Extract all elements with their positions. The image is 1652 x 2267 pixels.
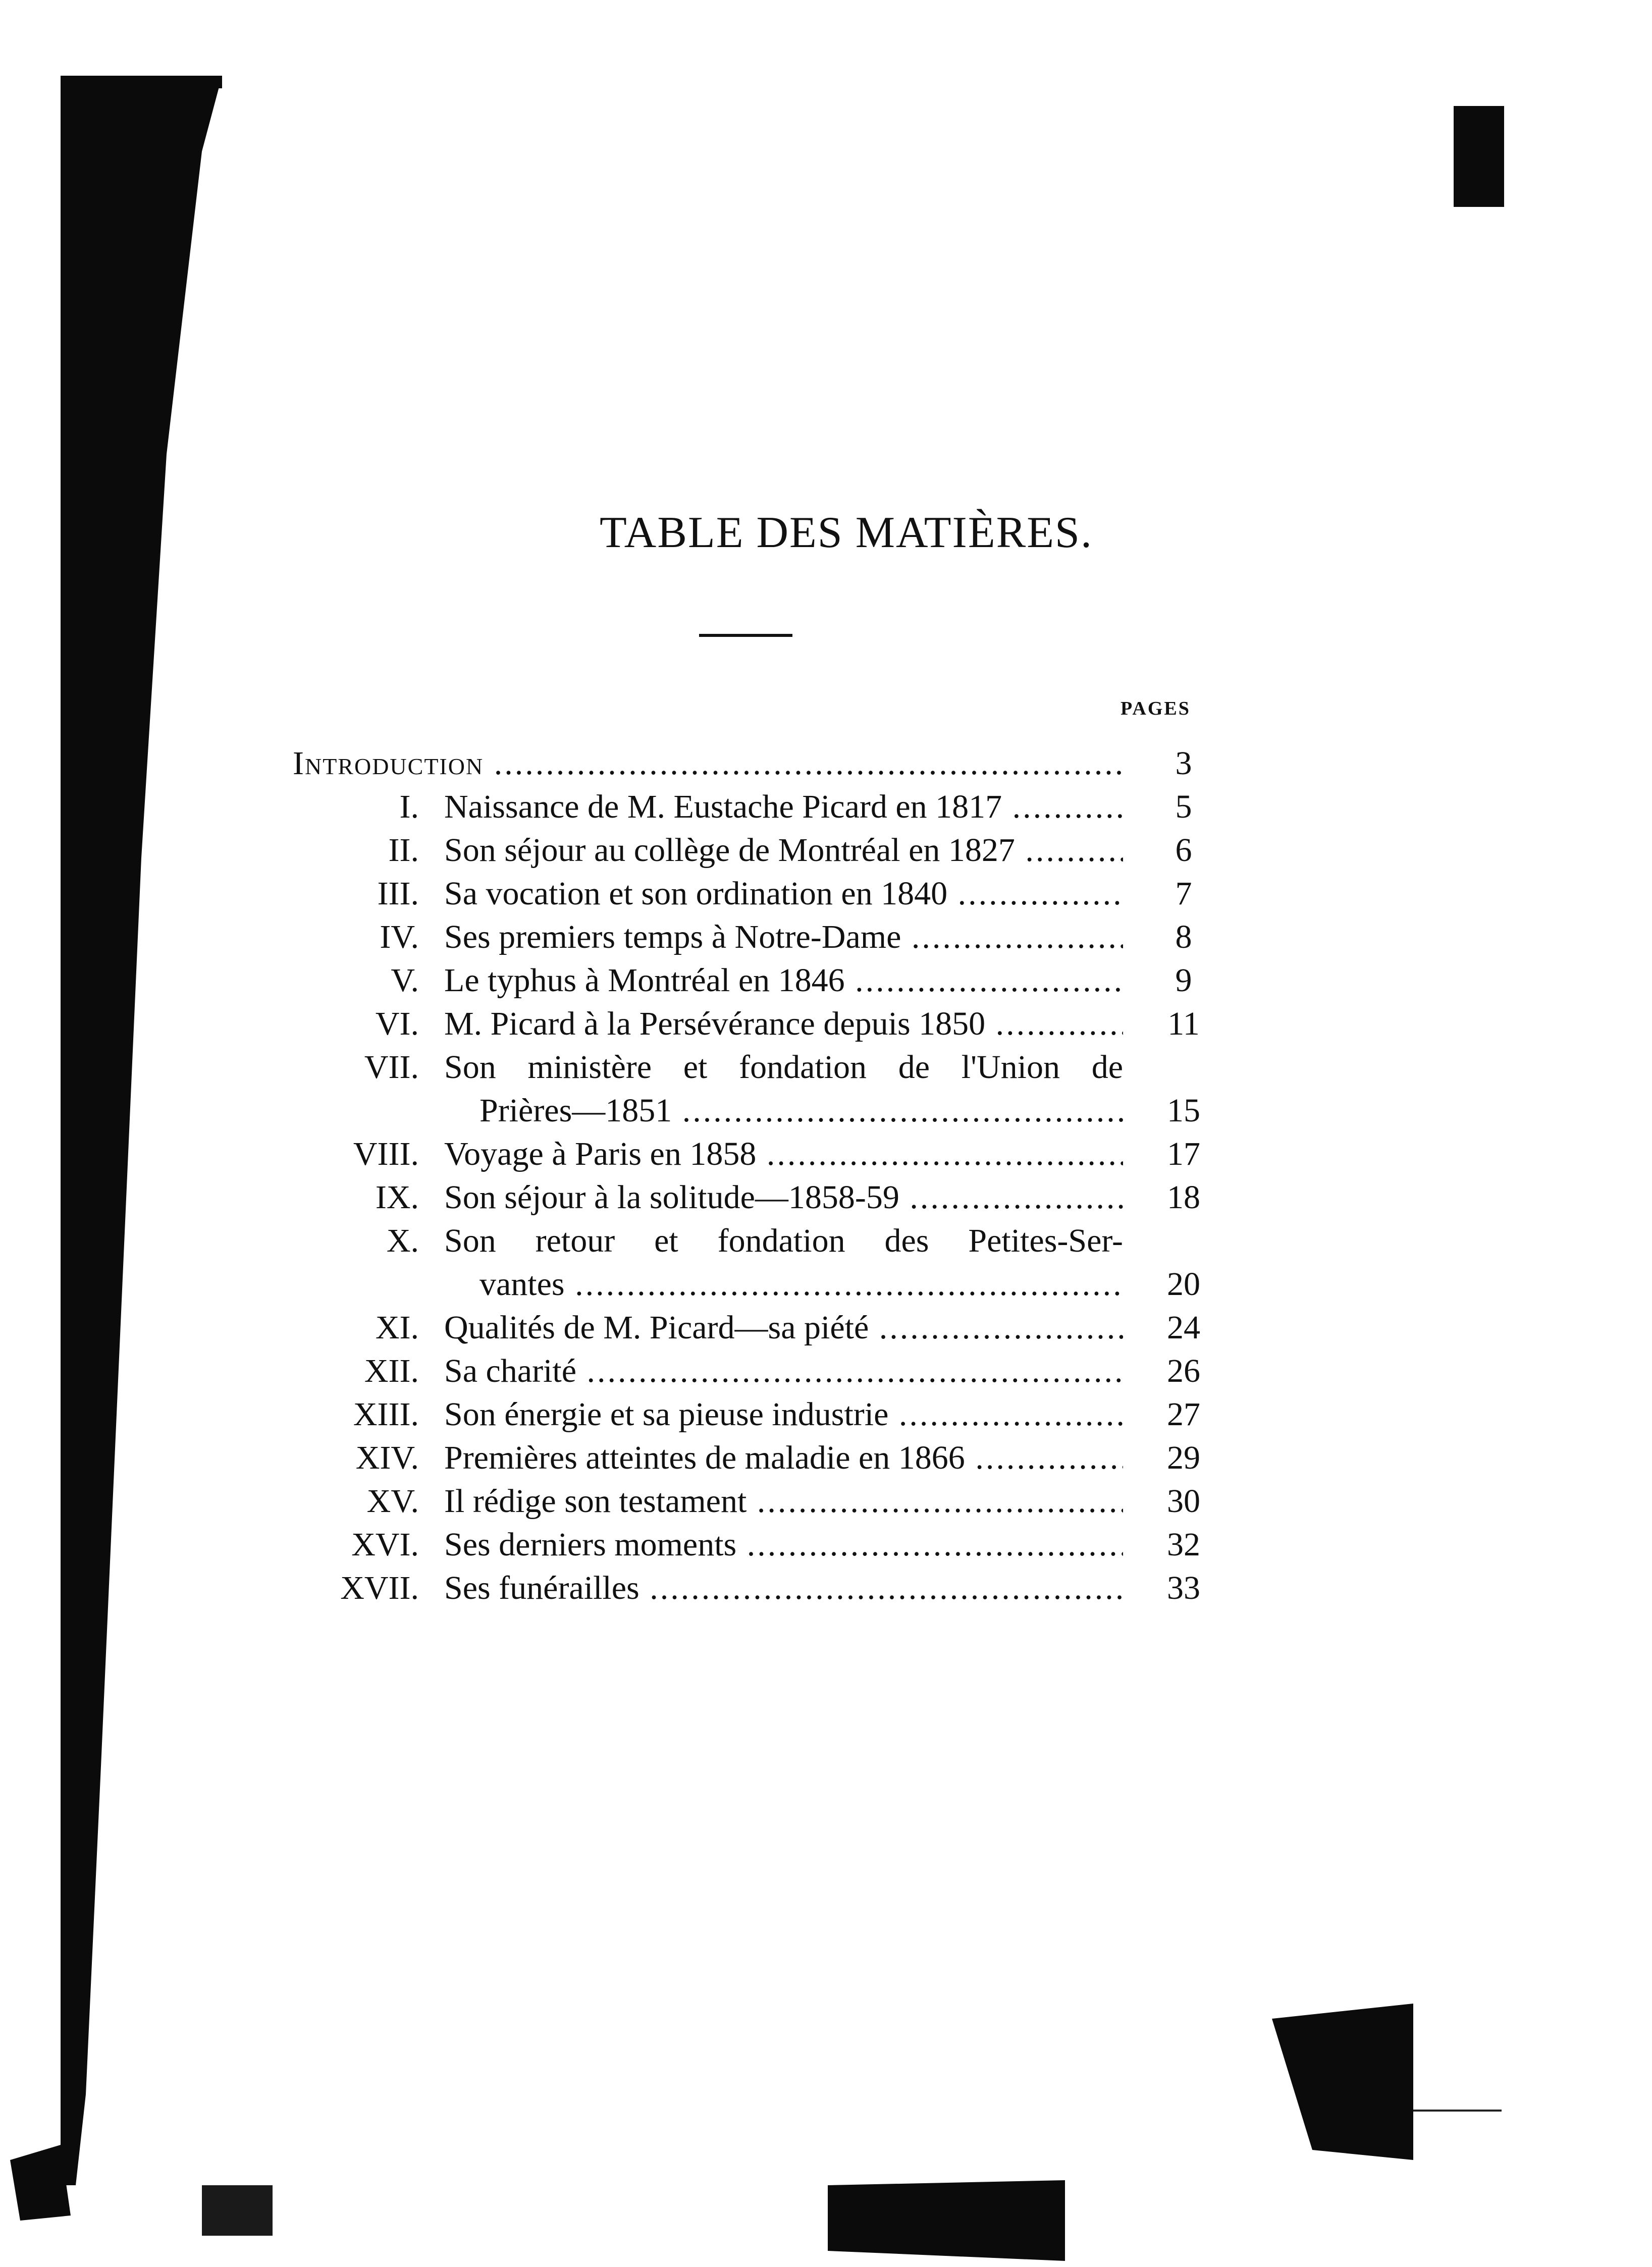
chapter-numeral: VI.: [375, 1005, 419, 1042]
chapter-numeral: XII.: [364, 1353, 419, 1389]
toc-page-number: 29: [1167, 1439, 1200, 1476]
chapter-numeral: XIII.: [353, 1396, 419, 1433]
chapter-numeral: XI.: [375, 1309, 419, 1346]
chapter-numeral: IV.: [380, 919, 419, 955]
toc-row: [293, 872, 1221, 915]
chapter-numeral: III.: [377, 875, 419, 912]
toc-entry-text: Premières atteintes de maladie en 1866 .....: [444, 1436, 1123, 1480]
toc-row-continuation: [293, 1263, 1221, 1306]
toc-row: [293, 1176, 1221, 1219]
toc-page-number: 33: [1167, 1570, 1200, 1606]
toc-row: [293, 1132, 1221, 1176]
toc-page-number: 30: [1167, 1483, 1200, 1520]
toc-page-number: 3: [1175, 745, 1192, 782]
chapter-numeral: XV.: [366, 1483, 419, 1520]
toc-page-number: 20: [1167, 1266, 1200, 1303]
toc-row: [293, 1350, 1221, 1393]
toc-entry-text: Qualités de M. Picard—sa piété .....: [444, 1306, 1123, 1350]
chapter-numeral: II.: [388, 832, 419, 869]
chapter-numeral: XIV.: [355, 1439, 419, 1476]
pages-column-header: PAGES: [1121, 698, 1191, 719]
toc-page-number: 24: [1167, 1309, 1200, 1346]
toc-row: [293, 785, 1221, 829]
title-rule: [699, 634, 792, 637]
toc-entry-text: Son retour et fondation des Petites-Ser-: [444, 1222, 1123, 1259]
toc-row: [293, 1567, 1221, 1610]
toc-page-number: 17: [1167, 1136, 1200, 1172]
toc-row-introduction: [293, 742, 1221, 785]
toc-row: [293, 829, 1221, 872]
toc-entry-text: vantes .....: [479, 1263, 1123, 1306]
chapter-numeral: I.: [399, 788, 419, 825]
toc-page-number: 7: [1175, 875, 1192, 912]
chapter-numeral: X.: [386, 1222, 419, 1259]
chapter-numeral: V.: [391, 962, 419, 999]
toc-page-number: 5: [1175, 788, 1192, 825]
toc-entry-text: M. Picard à la Persévérance depuis 1850 .....: [444, 1002, 1123, 1046]
toc-row: [293, 1002, 1221, 1046]
toc-entry-text: Voyage à Paris en 1858 .....: [444, 1132, 1123, 1176]
toc-page-number: 8: [1175, 919, 1192, 955]
toc-page-number: 26: [1167, 1353, 1200, 1389]
toc-entry-text: Ses derniers moments .....: [444, 1523, 1123, 1567]
toc-entry-text: Sa charité .....: [444, 1350, 1123, 1393]
toc-page-number: 15: [1167, 1092, 1200, 1129]
toc-entry-text: Son séjour au collège de Montréal en 1827 .....: [444, 829, 1123, 872]
chapter-numeral: IX.: [375, 1179, 419, 1216]
toc-page-number: 18: [1167, 1179, 1200, 1216]
toc-row-continuation: [293, 1089, 1221, 1132]
chapter-numeral: VIII.: [353, 1136, 419, 1172]
toc-row: [293, 1393, 1221, 1436]
toc-entry-text: Le typhus à Montréal en 1846 .....: [444, 959, 1123, 1002]
toc-row: [293, 1046, 1221, 1089]
toc-entry-text: Naissance de M. Eustache Picard en 1817 .....: [444, 785, 1123, 829]
toc-page-number: 11: [1167, 1005, 1200, 1042]
chapter-numeral: XVI.: [351, 1526, 419, 1563]
toc-page-number: 32: [1167, 1526, 1200, 1563]
toc-row: [293, 1219, 1221, 1263]
toc-entry-text: Son ministère et fondation de l'Union de: [444, 1049, 1123, 1086]
toc-row: [293, 1306, 1221, 1350]
toc-page-number: 27: [1167, 1396, 1200, 1433]
toc-entry-text: Sa vocation et son ordination en 1840 .....: [444, 872, 1123, 915]
toc-row: [293, 959, 1221, 1002]
toc-row: [293, 1480, 1221, 1523]
toc-entry-text: Il rédige son testament .....: [444, 1480, 1123, 1523]
toc-entry-text: Introduction .....: [293, 742, 1123, 785]
bottom-rule: [1413, 2110, 1502, 2112]
toc-entry-text: Prières—1851 .....: [479, 1089, 1123, 1132]
toc-row: [293, 915, 1221, 959]
toc-page-number: 6: [1175, 832, 1192, 869]
chapter-numeral: XVII.: [340, 1570, 419, 1606]
toc-entry-text: Son énergie et sa pieuse industrie .....: [444, 1393, 1123, 1436]
toc-row: [293, 1523, 1221, 1567]
page-title: TABLE DES MATIÈRES.: [600, 508, 1093, 557]
toc-row: [293, 1436, 1221, 1480]
table-of-contents: [293, 742, 1221, 1610]
toc-entry-text: Son séjour à la solitude—1858-59 .....: [444, 1176, 1123, 1219]
toc-entry-text: Ses premiers temps à Notre-Dame .....: [444, 915, 1123, 959]
chapter-numeral: VII.: [364, 1049, 419, 1086]
toc-entry-text: Ses funérailles .....: [444, 1567, 1123, 1610]
toc-page-number: 9: [1175, 962, 1192, 999]
